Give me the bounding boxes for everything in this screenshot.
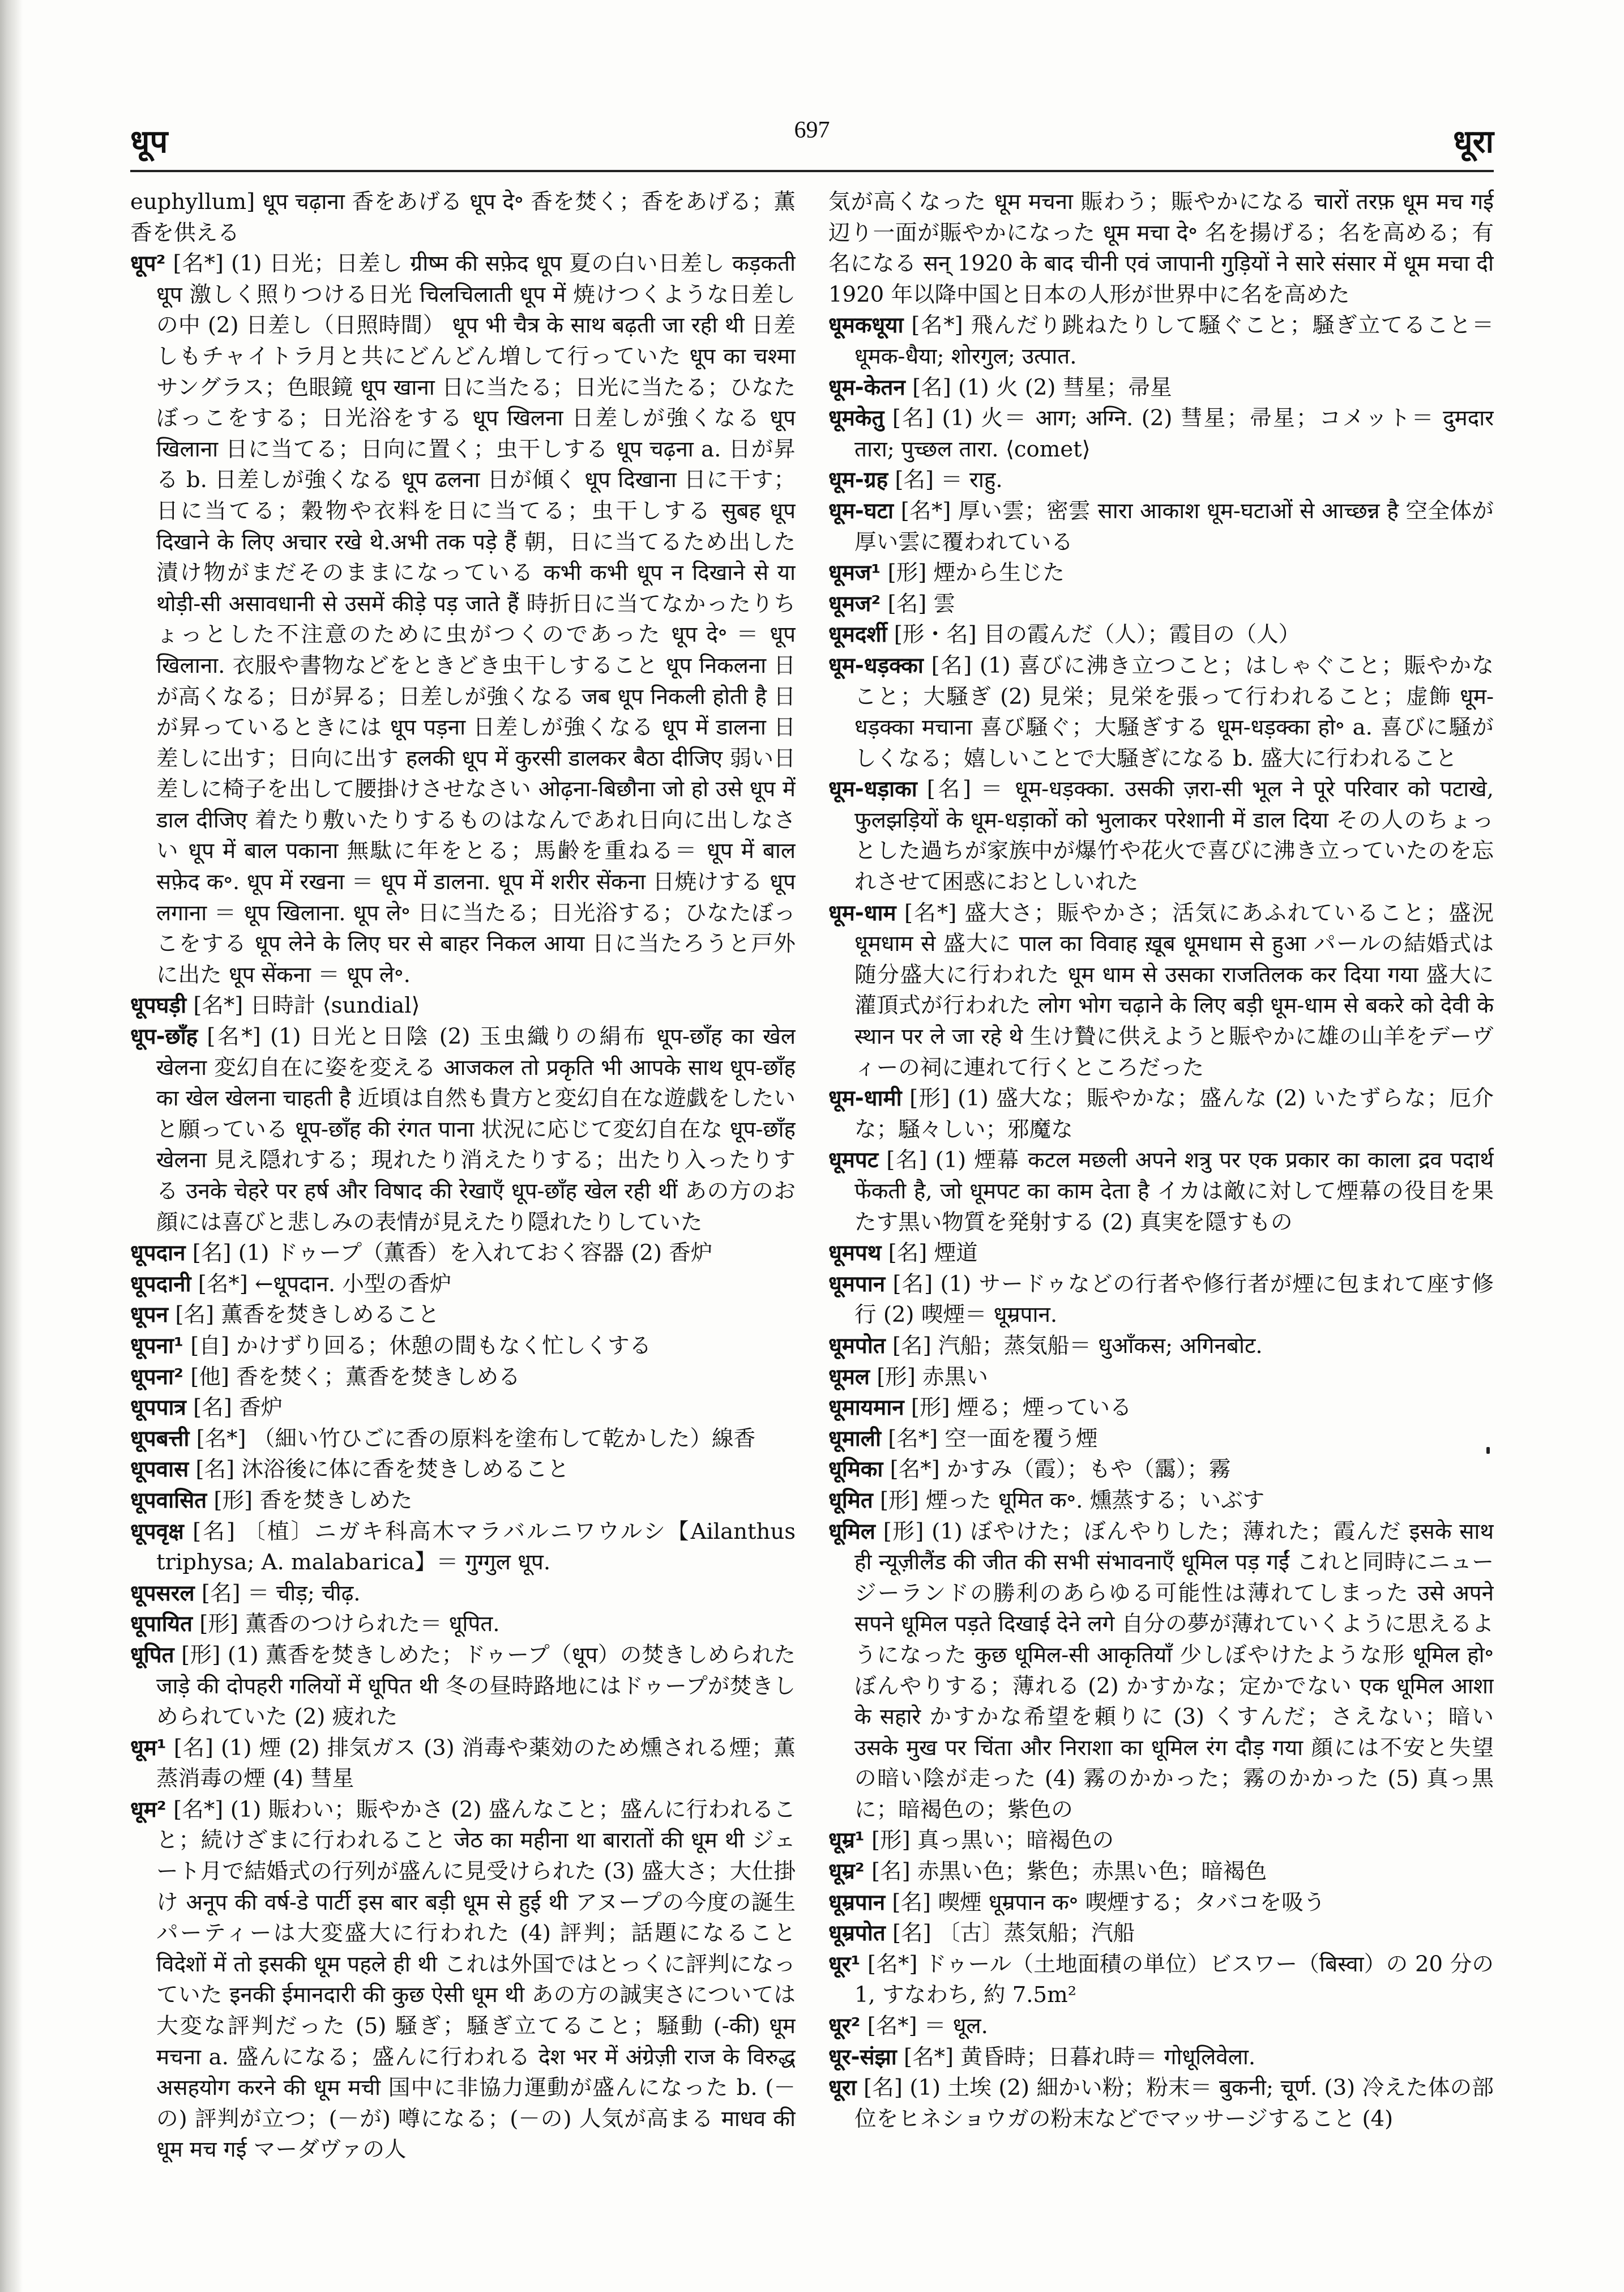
- dictionary-entry: [130, 1393, 796, 1424]
- scan-edge-shadow: [0, 0, 23, 2292]
- entry-headword: धूम-धड़ाका: [828, 776, 917, 803]
- entry-headword: धूमज²: [828, 591, 881, 617]
- entry-definition: [名*] かすみ（霞）；もや（靄）；霧: [883, 1457, 1231, 1483]
- entry-definition: [名] ＝ धूम-धड़क्का. उसकी ज़रा-सी भूल ने पूरे परिवार को पटाखे, फुलझड़ियों के धूम-धड़ाकों को भुलाकर परेशानी में डाल दिया その人のちょっとした過ちが家族中が爆竹や花火で喜びに沸き立っていたのを忘れさせて困惑におとしいれた: [854, 776, 1494, 895]
- dictionary-columns: [130, 187, 1494, 2271]
- entry-headword: धूर¹: [828, 1951, 861, 1977]
- entry-definition: [名*] 飛んだり跳ねたりして騒ぐこと；騒ぎ立てること＝ धूमक-धैया; शोरगुल; उत्पात.: [854, 313, 1494, 369]
- dictionary-entry: [130, 1578, 796, 1610]
- header-rule: [130, 170, 1494, 172]
- entry-headword: धूम²: [130, 1796, 166, 1822]
- entry-definition: [名] 煙道: [881, 1240, 978, 1266]
- entry-definition: [形] 赤黒い: [869, 1364, 988, 1390]
- entry-headword: धूपवासित: [130, 1487, 207, 1513]
- dictionary-entry: [828, 774, 1494, 898]
- entry-definition: [名*] 黄昏時；日暮れ時＝ गोधूलिवेला.: [896, 2044, 1256, 2070]
- entry-headword: धूमज¹: [828, 560, 881, 586]
- dictionary-entry: [828, 620, 1494, 651]
- entry-headword: धूमपोत: [828, 1333, 886, 1359]
- entry-headword: धूम-धाम: [828, 900, 896, 926]
- entry-definition: [名*] (1) 賑わい；賑やかさ (2) 盛んなこと；盛んに行われること；続けざまに行われること जेठ का महीना था बारातों की धूम थी ジェート月で結婚式の行列が盛んに見受けられた (3) 盛大さ；大仕掛け अनूप की वर्ष-डे पार्टी इस बार बड़ी धूम से हुई थी アヌープの今度の誕生パーティーは大変盛大に行われた (4) 評判；話題になること विदेशों में तो इसकी धूम पहले ही थी これは外国ではとっくに評判になっていた इनकी ईमानदारी की कुछ ऐसी धूम थी あの方の誠実さについては大変な評判だった (5) 騒ぎ；騒ぎ立てること；騒動 (-की) धूम मचना a. 盛んになる；盛んに行われる देश भर में अंग्रेज़ी राज के विरुद्ध असहयोग करने की धूम मची 国中に非協力運動が盛んになった b. (－の) 評判が立つ；(－が) 噂になる；(－の) 人気が高まる माधव की धूम मच गई マーダヴァの人: [156, 1796, 796, 2163]
- dictionary-entry: [828, 1424, 1494, 1455]
- entry-headword: धूम-ग्रह: [828, 467, 888, 493]
- entry-headword: धूपन: [130, 1302, 169, 1328]
- entry-headword: धूमल: [828, 1364, 870, 1390]
- dictionary-entry: [130, 1640, 796, 1733]
- entry-definition: [名] 喫煙 धूम्रपान क॰ 喫煙する；タバコを吸う: [885, 1889, 1326, 1915]
- entry-definition: [名] ＝ राहु.: [888, 467, 1003, 493]
- dictionary-entry: [828, 1269, 1494, 1331]
- entry-headword: धूपित: [130, 1642, 174, 1668]
- entry-definition: [名] (1) 土埃 (2) 細かい粉；粉末＝ बुकनी; चूर्ण. (3) 冷えた体の部位をヒネショウガの粉末などでマッサージすること (4): [854, 2075, 1494, 2132]
- entry-definition: [名*] （細い竹ひごに香の原料を塗布して乾かした）線香: [189, 1425, 756, 1452]
- entry-headword: धूमकधूया: [828, 313, 904, 339]
- entry-headword: धूमित: [828, 1487, 873, 1513]
- dictionary-entry: [828, 2073, 1494, 2135]
- dictionary-entry: [828, 589, 1494, 620]
- dictionary-entry: [828, 1888, 1494, 1919]
- dictionary-entry: [828, 465, 1494, 496]
- dictionary-entry: [828, 1918, 1494, 1949]
- entry-headword: धूपना²: [130, 1364, 183, 1390]
- entry-headword: धूप-छाँह: [130, 1024, 198, 1050]
- entry-definition: [名] 沐浴後に体に香を焚きしめること: [189, 1457, 570, 1483]
- entry-definition: [名] 香炉: [186, 1395, 283, 1421]
- right-guide-word: धूरा: [1453, 123, 1494, 160]
- stray-mark: [1486, 1447, 1490, 1454]
- entry-headword: धूमायमान: [828, 1395, 904, 1421]
- dictionary-entry: [828, 187, 1494, 310]
- dictionary-entry: [130, 1454, 796, 1486]
- entry-headword: धूमपट: [828, 1147, 879, 1173]
- entry-definition: [名] (1) 喜びに沸き立つこと；はしゃぐこと；賑やかなこと；大騒ぎ (2) 見栄；見栄を張って行われること；虚飾 धूम-धड़क्का मचाना 喜び騒ぐ；大騒ぎする धूम-धड़क्का हो॰ a. 喜びに騒がしくなる；嬉しいことで大騒ぎになる b. 盛大に行われること: [854, 652, 1494, 771]
- dictionary-entry: [828, 1238, 1494, 1269]
- entry-definition: [形] (1) 盛大な；賑やかな；盛んな (2) いたずらな；厄介な；騒々しい；邪魔な: [854, 1086, 1494, 1142]
- entry-headword: धूरा: [828, 2075, 857, 2101]
- entry-definition: [名*] 日時計 ⟨sundial⟩: [186, 993, 420, 1019]
- entry-headword: धूम्र¹: [828, 1828, 865, 1854]
- entry-headword: धूमिका: [828, 1457, 883, 1483]
- entry-headword: धूर²: [828, 2013, 861, 2039]
- dictionary-entry: [130, 1362, 796, 1393]
- entry-headword: धूम¹: [130, 1735, 166, 1761]
- entry-headword: धूमिल: [828, 1518, 875, 1544]
- entry-headword: धूपदानी: [130, 1271, 191, 1297]
- entry-definition: [名*] (1) 日光と日陰 (2) 玉虫織りの絹布 धूप-छाँह का खेल खेलना 変幻自在に姿を変える आजकल तो प्रकृति भी आपके साथ धूप-छाँह का खेल खेलना चाहती है 近頃は自然も貴方と変幻自在な遊戯をしたいと願っている धूप-छाँह की रंगत पाना 状況に応じて変幻自在な धूप-छाँह खेलना 見え隠れする；現れたり消えたりする；出たり入ったりする उनके चेहरे पर हर्ष और विषाद की रेखाएँ धूप-छाँह खेल रही थीं あの方のお顔には喜びと悲しみの表情が見えたり隠れたりしていた: [156, 1024, 796, 1235]
- dictionary-entry: [130, 249, 796, 991]
- entry-definition: [形] 香を焚きしめた: [207, 1487, 413, 1513]
- dictionary-entry: [828, 898, 1494, 1084]
- dictionary-entry: [130, 1331, 796, 1362]
- entry-definition: [名*] 空一面を覆う煙: [881, 1425, 1098, 1452]
- dictionary-entry: [130, 991, 796, 1022]
- dictionary-entry: [828, 1393, 1494, 1424]
- dictionary-entry: [130, 1424, 796, 1455]
- entry-headword: धूमदर्शी: [828, 622, 887, 648]
- dictionary-entry: [828, 1825, 1494, 1856]
- dictionary-entry: [828, 558, 1494, 589]
- entry-headword: धूम्र²: [828, 1859, 865, 1885]
- entry-definition: [名] ＝ चीड़; चीढ़.: [194, 1580, 361, 1606]
- dictionary-entry: [130, 1269, 796, 1300]
- dictionary-entry: [130, 1609, 796, 1640]
- entry-headword: धूम-केतन: [828, 374, 905, 400]
- entry-definition: [他] 香を焚く；薫香を焚きしめる: [183, 1364, 520, 1390]
- entry-definition: [名] 雲: [881, 591, 956, 617]
- entry-definition: [形] 煙った धूमित क॰. 燻蒸する；いぶす: [873, 1487, 1265, 1513]
- dictionary-entry: [828, 651, 1494, 774]
- entry-definition: [形] 煙る；煙っている: [904, 1395, 1132, 1421]
- entry-definition: 気が高くなった धूम मचना 賑わう；賑やかになる चारों तरफ़ धूम मच गई 辺り一面が賑やかになった धूम मचा दे॰ 名を揚げる；名を高める；有名になる सन् 1920 के बाद चीनी एवं जापानी गुड़ियों ने सारे संसार में धूम मचा दी 1920 年以降中国と日本の人形が世界中に名を高めた: [828, 189, 1494, 308]
- entry-definition: [形] 薫香のつけられた＝ धूपित.: [193, 1611, 500, 1637]
- entry-definition: [自] かけずり回る；休憩の間もなく忙しくする: [183, 1333, 652, 1359]
- entry-definition: [名] (1) 火＝ आग; अग्नि. (2) 彗星；帚星；コメット＝ दुमदार तारा; पुच्छल तारा. ⟨comet⟩: [854, 406, 1494, 462]
- dictionary-entry: [130, 1795, 796, 2166]
- entry-definition: [形] (1) 薫香を焚きしめた；ドゥープ（धूप）の焚きしめられた जाड़े की दोपहरी गलियों में धूपित थी 冬の昼時路地にはドゥープが焚きしめられていた (2) 疲れた: [156, 1642, 796, 1730]
- dictionary-entry: [130, 187, 796, 249]
- entry-definition: [形] 真っ黒い；暗褐色の: [864, 1828, 1114, 1854]
- dictionary-entry: [828, 2011, 1494, 2042]
- entry-headword: धूपना¹: [130, 1333, 183, 1359]
- dictionary-entry: [828, 310, 1494, 372]
- entry-definition: [名*] ドゥール（土地面積の単位）ビスワー（बिस्वा）の 20 分の 1, すなわち, 約 7.5m²: [854, 1951, 1494, 2008]
- dictionary-entry: [828, 1856, 1494, 1888]
- left-column: [130, 187, 796, 2271]
- entry-headword: धूमपान: [828, 1271, 886, 1297]
- entry-definition: [名*] ←धूपदान. 小型の香炉: [191, 1271, 452, 1297]
- entry-definition: [名*] (1) 日光；日差し ग्रीष्म की सफ़ेद धूप 夏の白い日差し कड़कती धूप 激しく照りつける日光 चिलचिलाती धूप में 焼けつくような日差しの中 (2) 日差し（日照時間） धूप भी चैत्र के साथ बढ़ती जा रही थी 日差しもチャイトラ月と共にどんどん増して行っていた धूप का चश्मा サングラス；色眼鏡 धूप खाना 日に当たる；日光に当たる；ひなたぼっこをする；日光浴をする धूप खिलना 日差しが強くなる धूप खिलाना 日に当てる；日向に置く；虫干しする धूप चढ़ना a. 日が昇る b. 日差しが強くなる धूप ढलना 日が傾く धूप दिखाना 日に干す；日に当てる；穀物や衣料を日に当てる；虫干しする सुबह धूप दिखाने के लिए अचार रखे थे.अभी तक पड़े हैं 朝，日に当てるため出した漬け物がまだそのままになっている कभी कभी धूप न दिखाने से या थोड़ी-सी असावधानी से उसमें कीड़े पड़ जाते हैं 時折日に当てなかったりちょっとした不注意のために虫がつくのであった धूप दे॰ ＝ धूप खिलाना. 衣服や書物などをときどき虫干しすること धूप निकलना 日が高くなる；日が昇る；日差しが強くなる जब धूप निकली होती है 日が昇っているときには धूप पड़ना 日差しが強くなる धूप में डालना 日差しに出す；日向に出す हलकी धूप में कुरसी डालकर बैठा दीजिए 弱い日差しに椅子を出して腰掛けさせなさい ओढ़ना-बिछौना जो हो उसे धूप में डाल दीजिए 着たり敷いたりするものはなんであれ日向に出しなさい धूप में बाल पकाना 無駄に年をとる；馬齢を重ねる＝ धूप में बाल सफ़ेद क॰. धूप में रखना ＝ धूप में डालना. धूप में शरीर सेंकना 日焼けする धूप लगाना ＝ धूप खिलाना. धूप ले॰ 日に当たる；日光浴する；ひなたぼっこをする धूप लेने के लिए घर से बाहर निकल आया 日に当たろうと戸外に出た धूप सेंकना ＝ धूप ले॰.: [156, 251, 796, 988]
- dictionary-entry: [828, 2042, 1494, 2073]
- dictionary-entry: [828, 1331, 1494, 1362]
- entry-definition: [名*] 厚い雲；密雲 सारा आकाश धूम-घटाओं से आच्छन्न है 空全体が厚い雲に覆われている: [854, 498, 1494, 555]
- entry-headword: धूपवृक्ष: [130, 1518, 184, 1544]
- entry-headword: धूमाली: [828, 1425, 881, 1452]
- entry-headword: धूपदान: [130, 1240, 186, 1266]
- entry-definition: [名] 赤黒い色；紫色；赤黒い色；暗褐色: [864, 1859, 1267, 1885]
- entry-definition: [形] 煙から生じた: [881, 560, 1065, 586]
- entry-headword: धूपवास: [130, 1457, 189, 1483]
- entry-headword: धूम-धड़क्का: [828, 652, 924, 678]
- entry-headword: धूमपथ: [828, 1240, 882, 1266]
- entry-headword: धूपायित: [130, 1611, 193, 1637]
- entry-headword: धूर-संझा: [828, 2044, 897, 2070]
- entry-headword: धूपसरल: [130, 1580, 195, 1606]
- dictionary-entry: [828, 496, 1494, 558]
- dictionary-entry: [828, 1949, 1494, 2011]
- entry-definition: [名] (1) 火 (2) 彗星；帚星: [905, 374, 1172, 400]
- dictionary-entry: [828, 1362, 1494, 1393]
- entry-headword: धूपपात्र: [130, 1395, 186, 1421]
- entry-definition: [名] (1) ドゥープ（薫香）を入れておく容器 (2) 香炉: [185, 1240, 713, 1266]
- left-guide-word: धूप: [130, 123, 168, 160]
- entry-definition: [名] (1) サードゥなどの行者や修行者が煙に包まれて座す修行 (2) 喫煙＝ धूम्रपान.: [854, 1271, 1494, 1328]
- entry-definition: [名*] 盛大さ；賑やかさ；活気にあふれていること；盛況 धूमधाम से 盛大に पाल का विवाह ख़ूब धूमधाम से हुआ パールの結婚式は随分盛大に行われた धूम धाम से उसका राजतिलक कर दिया गया 盛大に灌頂式が行われた लोग भोग चढ़ाने के लिए बड़ी धूम-धाम से बकरे को देवी के स्थान पर ले जा रहे थे 生け贄に供えようと賑やかに雄の山羊をデーヴィーの祠に連れて行くところだった: [854, 900, 1494, 1081]
- dictionary-entry: [828, 403, 1494, 465]
- dictionary-entry: [828, 1083, 1494, 1145]
- right-column: [828, 187, 1494, 2271]
- entry-definition: [名] 汽船；蒸気船＝ धुआँकस; अगिनबोट.: [885, 1333, 1263, 1359]
- entry-definition: [名] 〔植〕ニガキ科高木マラバルニワウルシ【Ailanthus triphysa; A. malabarica】＝ गुग्गुल धूप.: [156, 1518, 796, 1576]
- page-number: 697: [794, 117, 830, 143]
- entry-definition: [形] (1) ぼやけた；ぼんやりした；薄れた；霞んだ इसके साथ ही न्यूज़ीलैंड की जीत की सभी संभावनाएँ धूमिल पड़ गईं これと同時にニュージーランドの勝利のあらゆる可能性は薄れてしまった उसे अपने सपने धूमिल पड़ते दिखाई देने लगे 自分の夢が薄れていくように思えるようになった कुछ धूमिल-सी आकृतियाँ 少しぼやけたような形 धूमिल हो॰ ぼんやりする；薄れる (2) かすかな；定かでない एक धूमिल आशा के सहारे かすかな希望を頼りに (3) くすんだ；さえない；暗い उसके मुख पर चिंता और निराशा का धूमिल रंग दौड़ गया 顔には不安と失望の暗い陰が走った (4) 霧のかかった；霧のかかった (5) 真っ黒に；暗褐色の；紫色の: [854, 1518, 1494, 1822]
- dictionary-entry: [130, 1517, 796, 1578]
- dictionary-entry: [828, 373, 1494, 404]
- entry-definition: [名*] ＝ धूल.: [860, 2013, 988, 2039]
- dictionary-entry: [130, 1486, 796, 1517]
- entry-headword: धूपघड़ी: [130, 993, 187, 1019]
- dictionary-entry: [828, 1145, 1494, 1238]
- entry-definition: [名] (1) 煙 (2) 排気ガス (3) 消毒や薬効のため燻される煙；薫蒸消毒の煙 (4) 彗星: [156, 1735, 796, 1792]
- entry-headword: धूम्रपान: [828, 1889, 886, 1915]
- entry-headword: धूमकेतु: [828, 406, 884, 432]
- page-header: [130, 113, 1494, 164]
- entry-definition: [名] (1) 煙幕 कटल मछली अपने शत्रु पर एक प्रकार का काला द्रव पदार्थ फेंकती है, जो धूमपट का काम देता है イカは敵に対して煙幕の役目を果たす黒い物質を発射する (2) 真実を隠すもの: [854, 1147, 1494, 1235]
- dictionary-entry: [130, 1300, 796, 1331]
- dictionary-entry: [130, 1022, 796, 1238]
- entry-definition: euphyllum] धूप चढ़ाना 香をあげる धूप दे॰ 香を焚く；香をあげる；薫香を供える: [130, 189, 796, 246]
- dictionary-entry: [828, 1517, 1494, 1826]
- entry-headword: धूम-घटा: [828, 498, 894, 524]
- dictionary-entry: [828, 1454, 1494, 1486]
- entry-definition: [形・名] 目の霞んだ（人）；霞目の（人）: [887, 622, 1301, 648]
- dictionary-entry: [130, 1733, 796, 1795]
- entry-headword: धूम्रपोत: [828, 1920, 886, 1947]
- entry-headword: धूप²: [130, 251, 166, 277]
- entry-headword: धूम-धामी: [828, 1086, 902, 1112]
- entry-definition: [名] 薫香を焚きしめること: [168, 1302, 440, 1328]
- dictionary-entry: [828, 1486, 1494, 1517]
- entry-definition: [名] 〔古〕蒸気船；汽船: [885, 1920, 1135, 1947]
- entry-headword: धूपबत्ती: [130, 1425, 190, 1452]
- dictionary-entry: [130, 1238, 796, 1269]
